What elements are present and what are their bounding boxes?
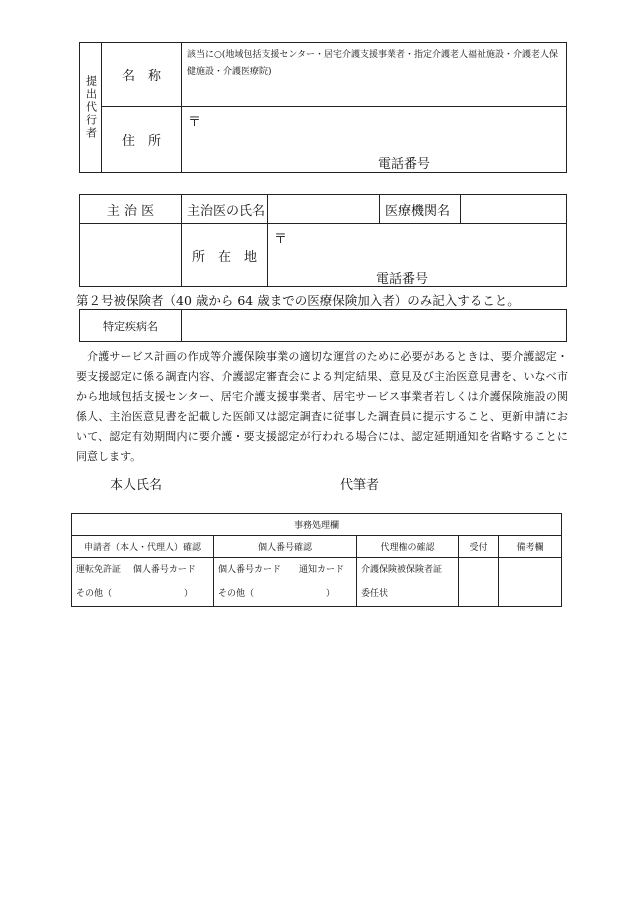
office-title: 事務処理欄 — [72, 514, 562, 536]
disease-table — [79, 309, 567, 342]
physician-table — [79, 194, 567, 287]
mynumber-option-other: その他（ ） — [218, 589, 336, 599]
agent-address-label: 住 所 — [102, 107, 182, 173]
mynumber-option-card: 個人番号カード 通知カード — [218, 565, 345, 575]
office-reception-cell[interactable] — [459, 558, 499, 607]
disease-field[interactable] — [182, 310, 567, 342]
office-mynumber-cell[interactable] — [214, 558, 357, 607]
authority-option-power-of-attorney: 委任状 — [361, 589, 389, 599]
applicant-option-license: 運転免許証 個人番号カード — [76, 565, 196, 575]
physician-blank-cell — [80, 224, 182, 287]
agent-postal-mark: 〒 — [188, 115, 202, 130]
office-header-reception: 受付 — [459, 536, 499, 558]
office-table — [71, 513, 562, 607]
location-field[interactable] — [268, 224, 567, 287]
office-header-remarks: 備考欄 — [499, 536, 562, 558]
agent-phone-label: 電話番号 — [378, 157, 431, 172]
agent-group-label: 提出代行者 — [80, 43, 102, 173]
institution-field[interactable] — [461, 195, 567, 224]
proxy-label: 代筆者 — [340, 478, 380, 493]
consent-paragraph: 介護サービス計画の作成等介護保険事業の適切な運営のために必要があるときは、要介護認定・要支援認定に係る調査内容、介護認定審査会による判定結果、意見及び主治医意見書を、いなべ市から地域包括支援センター、居宅介護支援事業者、居宅サービス事業者若しくは介護保険施設の関係人、主治医意見書を記載した医師又は認定調査に従事した調査員に提示すること、更新申請において、認定有効期間内に要介護・要支援認定が行われる場合には、認定延期通知を省略することに同意します。 — [76, 350, 568, 463]
office-header-authority: 代理権の確認 — [357, 536, 459, 558]
physician-header: 主 治 医 — [80, 195, 182, 224]
disease-label: 特定疾病名 — [80, 310, 182, 342]
agent-name-field[interactable] — [182, 43, 567, 107]
physician-name-label: 主治医の氏名 — [182, 195, 268, 224]
office-applicant-cell[interactable] — [72, 558, 214, 607]
agent-name-label: 名 称 — [102, 43, 182, 107]
physician-phone-label: 電話番号 — [376, 272, 429, 287]
office-remarks-cell[interactable] — [499, 558, 562, 607]
authority-option-insured-card: 介護保険被保険者証 — [361, 565, 443, 575]
location-label: 所 在 地 — [182, 224, 268, 287]
institution-label: 医療機関名 — [380, 195, 461, 224]
office-authority-cell[interactable] — [357, 558, 459, 607]
self-name-label: 本人氏名 — [110, 478, 163, 493]
applicant-option-other: その他（ ） — [76, 589, 194, 599]
office-header-applicant: 申請者（本人・代理人）確認 — [72, 536, 214, 558]
physician-postal-mark: 〒 — [274, 232, 288, 247]
insured-note: 第２号被保険者（40 歳から 64 歳までの医療保険加入者）のみ記入すること。 — [76, 293, 520, 308]
physician-name-field[interactable] — [268, 195, 380, 224]
office-header-mynumber: 個人番号確認 — [214, 536, 357, 558]
agent-table — [79, 42, 567, 173]
agent-address-field[interactable] — [182, 107, 567, 173]
agent-type-note: 該当に○(地域包括支援センター・居宅介護支援事業者・指定介護老人福祉施設・介護老人保健施設・介護医療院) — [187, 50, 559, 77]
